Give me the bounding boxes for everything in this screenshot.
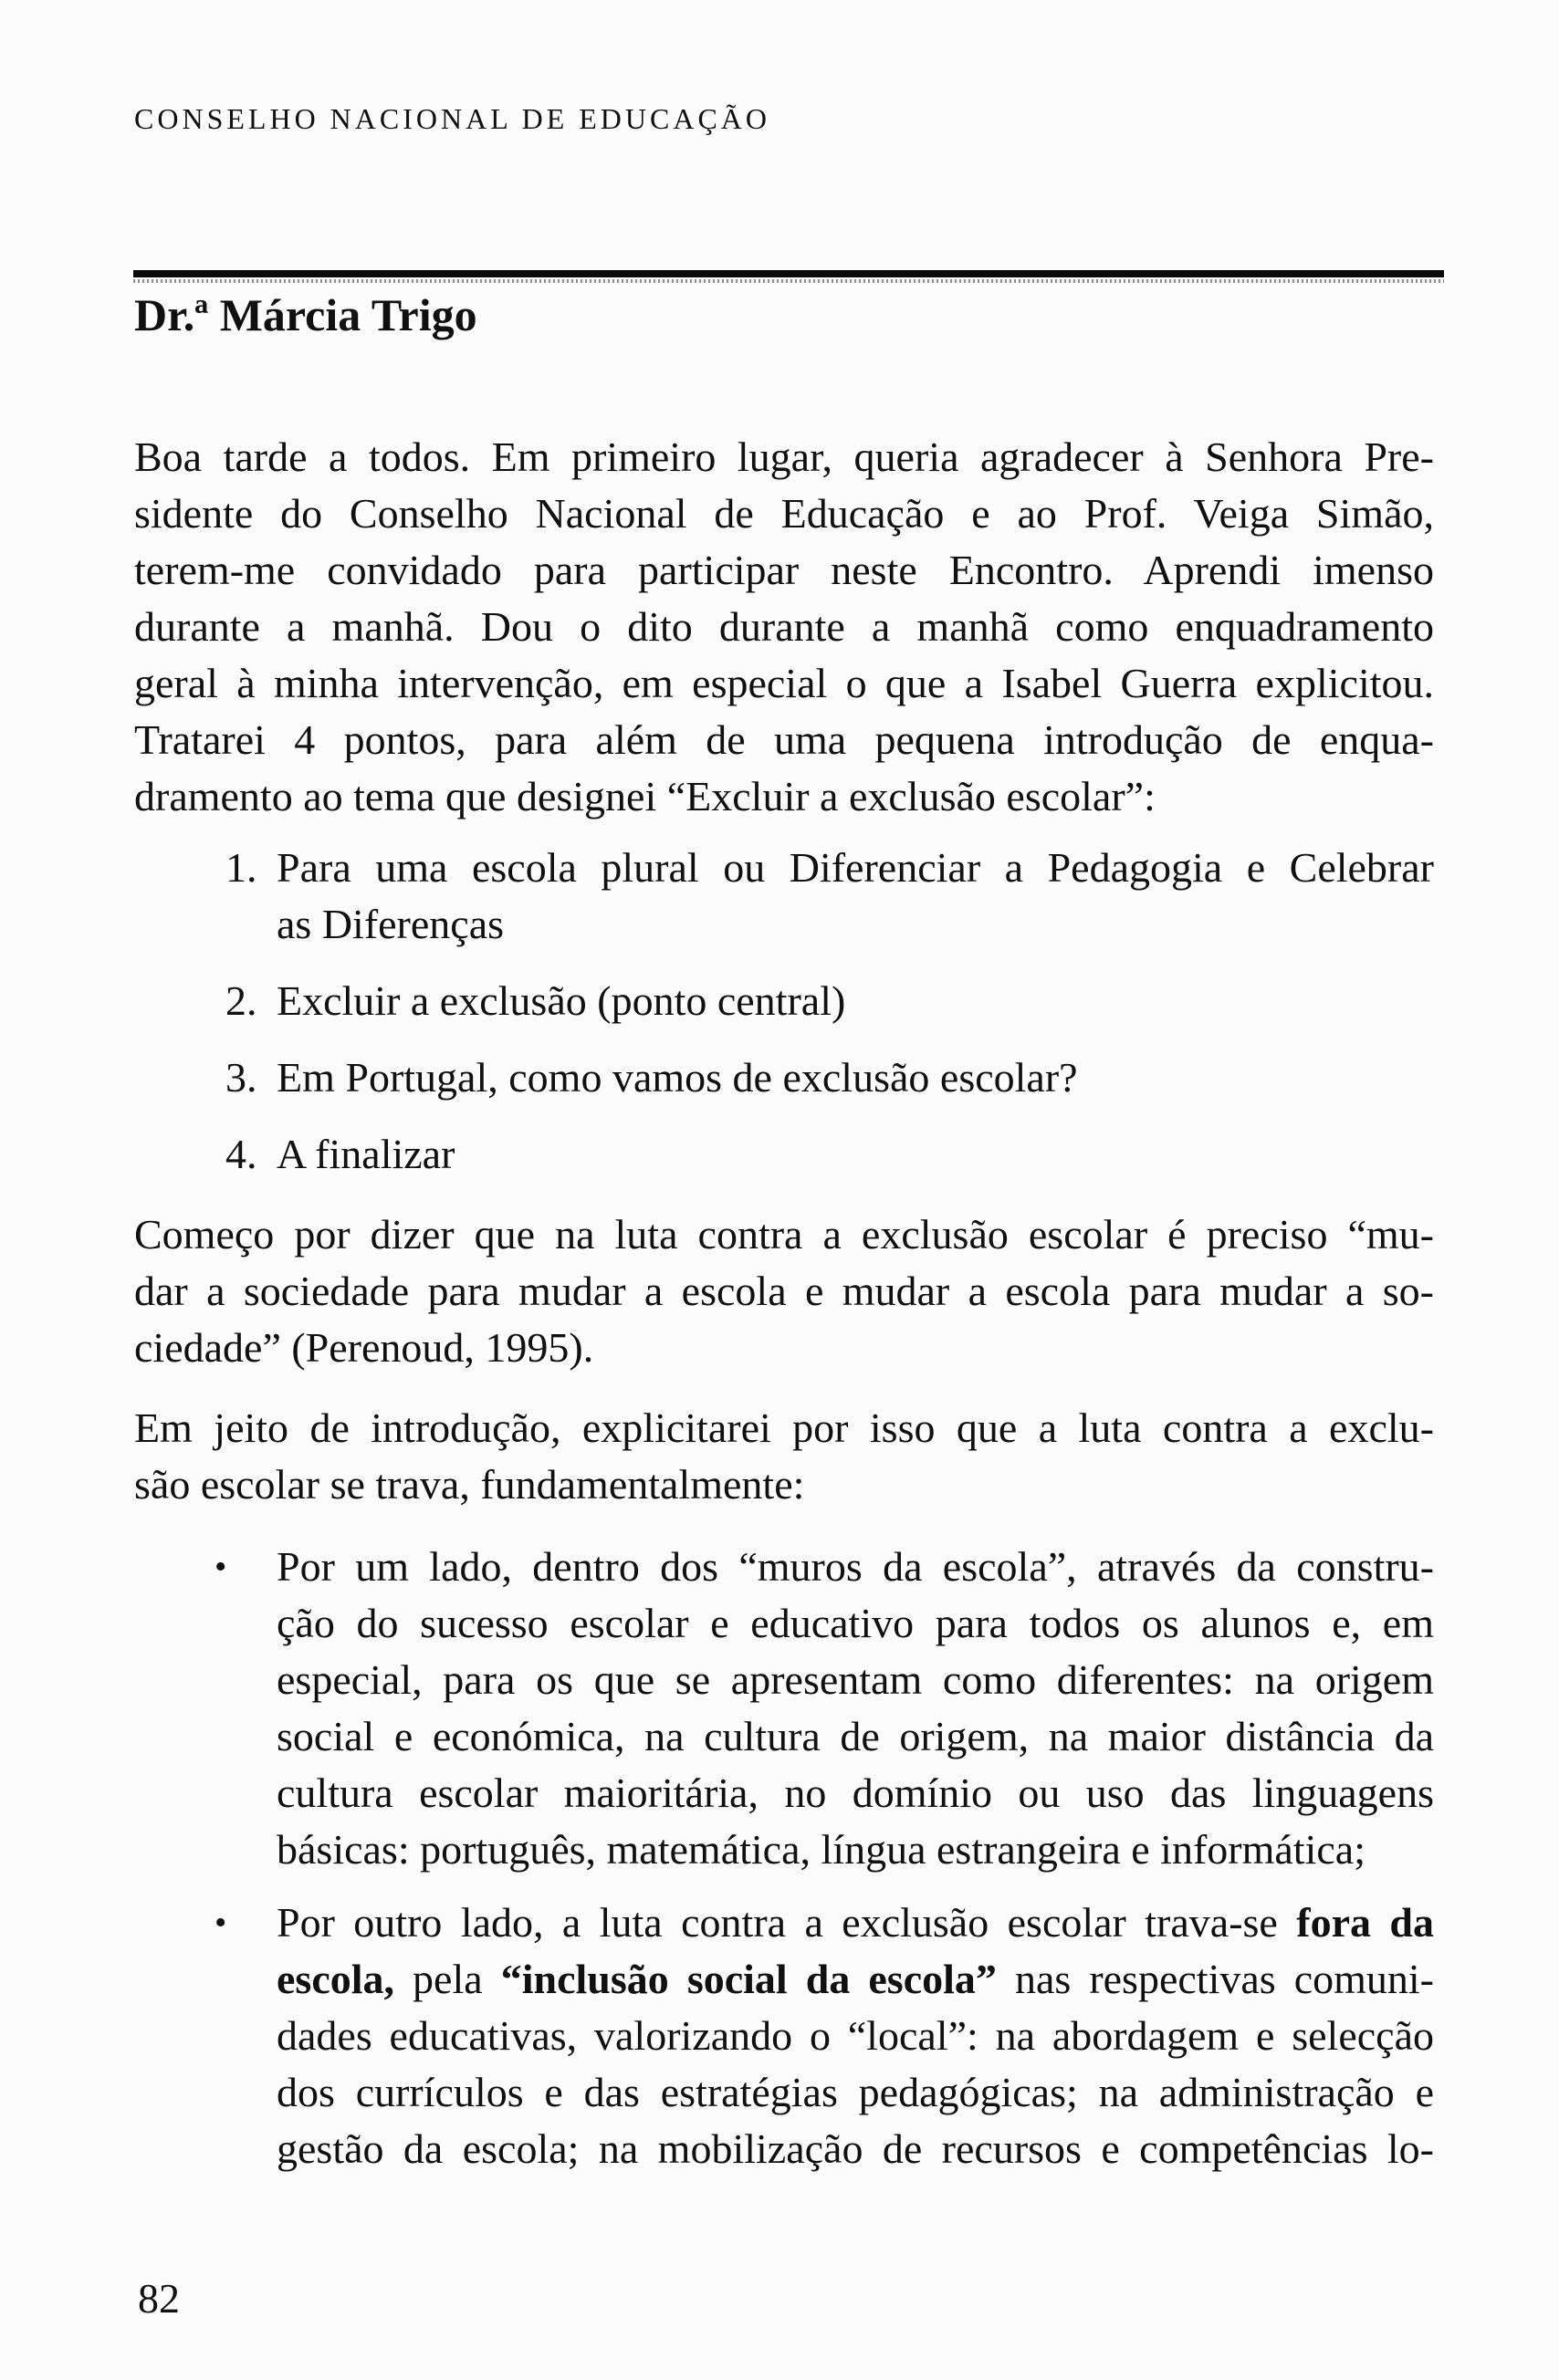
- running-head: CONSELHO NACIONAL DE EDUCAÇÃO: [134, 102, 771, 135]
- body-content: [134, 429, 1434, 2177]
- block-paragraph: [134, 1400, 1434, 1513]
- bold-text-segment: “inclusão social da escola”: [500, 1956, 997, 2002]
- text-segment: geral à minha intervenção, em especial o que a Isabel Guerra explicitou.: [134, 660, 1434, 706]
- text-segment: gestão da escola; na mobilização de recursos e competências lo-: [277, 2125, 1434, 2172]
- text-line: [277, 1049, 1434, 1106]
- list-item: [134, 840, 1434, 953]
- text-line: [134, 599, 1434, 655]
- text-line: [134, 429, 1434, 485]
- text-segment: sidente do Conselho Nacional de Educação e ao Prof. Veiga Simão,: [134, 490, 1434, 537]
- text-line: [277, 1652, 1434, 1708]
- text-segment: Começo por dizer que na luta contra a exclusão escolar é preciso “mu-: [134, 1211, 1434, 1258]
- bold-text-segment: escola,: [277, 1956, 395, 2002]
- bullet-icon: •: [214, 1548, 227, 1586]
- text-line: [134, 655, 1434, 712]
- list-item: [134, 1539, 1434, 1878]
- text-line: [134, 768, 1434, 825]
- list-number: 4.: [225, 1131, 257, 1177]
- list-item: [134, 973, 1434, 1029]
- list-number: 2.: [225, 977, 257, 1024]
- text-segment: ciedade” (Perenoud, 1995).: [134, 1324, 594, 1371]
- text-line: [277, 1895, 1434, 1951]
- text-segment: Excluir a exclusão (ponto central): [277, 977, 846, 1024]
- text-line: [277, 1765, 1434, 1822]
- page-number: 82: [138, 2275, 180, 2322]
- text-line: [134, 1263, 1434, 1320]
- text-segment: especial, para os que se apresentam como diferentes: na origem: [277, 1656, 1434, 1703]
- text-segment: pela: [394, 1956, 501, 2002]
- block-paragraph: [134, 1206, 1434, 1376]
- list-number: 3.: [225, 1054, 257, 1101]
- text-segment: social e económica, na cultura de origem, na maior distância da: [277, 1713, 1434, 1759]
- text-line: [134, 542, 1434, 599]
- text-segment: as Diferenças: [277, 901, 505, 947]
- text-segment: dramento ao tema que designei “Excluir a exclusão escolar”:: [134, 773, 1156, 819]
- text-segment: Por um lado, dentro dos “muros da escola”, através da constru-: [277, 1543, 1434, 1590]
- text-line: [277, 973, 1434, 1029]
- rule-black-bar: [133, 270, 1444, 277]
- text-line: [134, 1456, 1434, 1513]
- text-segment: Para uma escola plural ou Diferenciar a Pedagogia e Celebrar: [277, 844, 1434, 891]
- text-line: [277, 840, 1434, 896]
- text-segment: dades educativas, valorizando o “local”: na abordagem e selecção: [277, 2012, 1434, 2059]
- text-segment: Por outro lado, a luta contra a exclusão escolar trava-se: [277, 1899, 1297, 1946]
- block-olist: [134, 840, 1434, 1183]
- block-paragraph: [134, 429, 1434, 825]
- text-line: [134, 485, 1434, 542]
- text-line: [134, 1206, 1434, 1263]
- list-item: [134, 1049, 1434, 1106]
- text-segment: são escolar se trava, fundamentalmente:: [134, 1461, 805, 1508]
- text-segment: durante a manhã. Dou o dito durante a manhã como enquadramento: [134, 603, 1434, 650]
- text-segment: A finalizar: [277, 1131, 455, 1177]
- text-line: [277, 1595, 1434, 1652]
- section-rule: [133, 270, 1444, 283]
- text-segment: dos currículos e das estratégias pedagógicas; na administração e: [277, 2069, 1434, 2115]
- list-number: 1.: [225, 844, 257, 891]
- text-line: [277, 2008, 1434, 2064]
- text-line: [134, 1400, 1434, 1456]
- bullet-icon: •: [214, 1904, 227, 1942]
- text-line: [277, 1539, 1434, 1595]
- text-line: [134, 1320, 1434, 1376]
- text-line: [277, 1951, 1434, 2008]
- text-segment: terem-me convidado para participar neste Encontro. Aprendi imenso: [134, 547, 1434, 593]
- text-segment: cultura escolar maioritária, no domínio ou uso das linguagens: [277, 1769, 1434, 1816]
- text-line: [277, 1822, 1434, 1878]
- text-line: [134, 712, 1434, 768]
- rule-dotted-shadow: [133, 279, 1444, 283]
- text-line: [277, 2064, 1434, 2121]
- text-segment: básicas: português, matemática, língua estrangeira e informática;: [277, 1826, 1365, 1873]
- text-segment: Boa tarde a todos. Em primeiro lugar, queria agradecer à Senhora Pre-: [134, 433, 1434, 480]
- text-segment: Tratarei 4 pontos, para além de uma pequena introdução de enqua-: [134, 716, 1434, 763]
- list-item: [134, 1895, 1434, 2177]
- block-ulist: [134, 1539, 1434, 2177]
- text-segment: ção do sucesso escolar e educativo para todos os alunos e, em: [277, 1600, 1434, 1646]
- speaker-name: Dr.ª Márcia Trigo: [134, 289, 477, 340]
- list-item: [134, 1126, 1434, 1183]
- text-line: [277, 1708, 1434, 1765]
- text-segment: Em jeito de introdução, explicitarei por isso que a luta contra a exclu-: [134, 1404, 1434, 1451]
- text-line: [277, 2121, 1434, 2177]
- text-segment: dar a sociedade para mudar a escola e mudar a escola para mudar a so-: [134, 1268, 1434, 1314]
- text-segment: nas respectivas comuni-: [996, 1956, 1435, 2002]
- text-line: [277, 896, 1434, 953]
- text-line: [277, 1126, 1434, 1183]
- text-segment: Em Portugal, como vamos de exclusão escolar?: [277, 1054, 1078, 1101]
- bold-text-segment: fora da: [1296, 1899, 1434, 1946]
